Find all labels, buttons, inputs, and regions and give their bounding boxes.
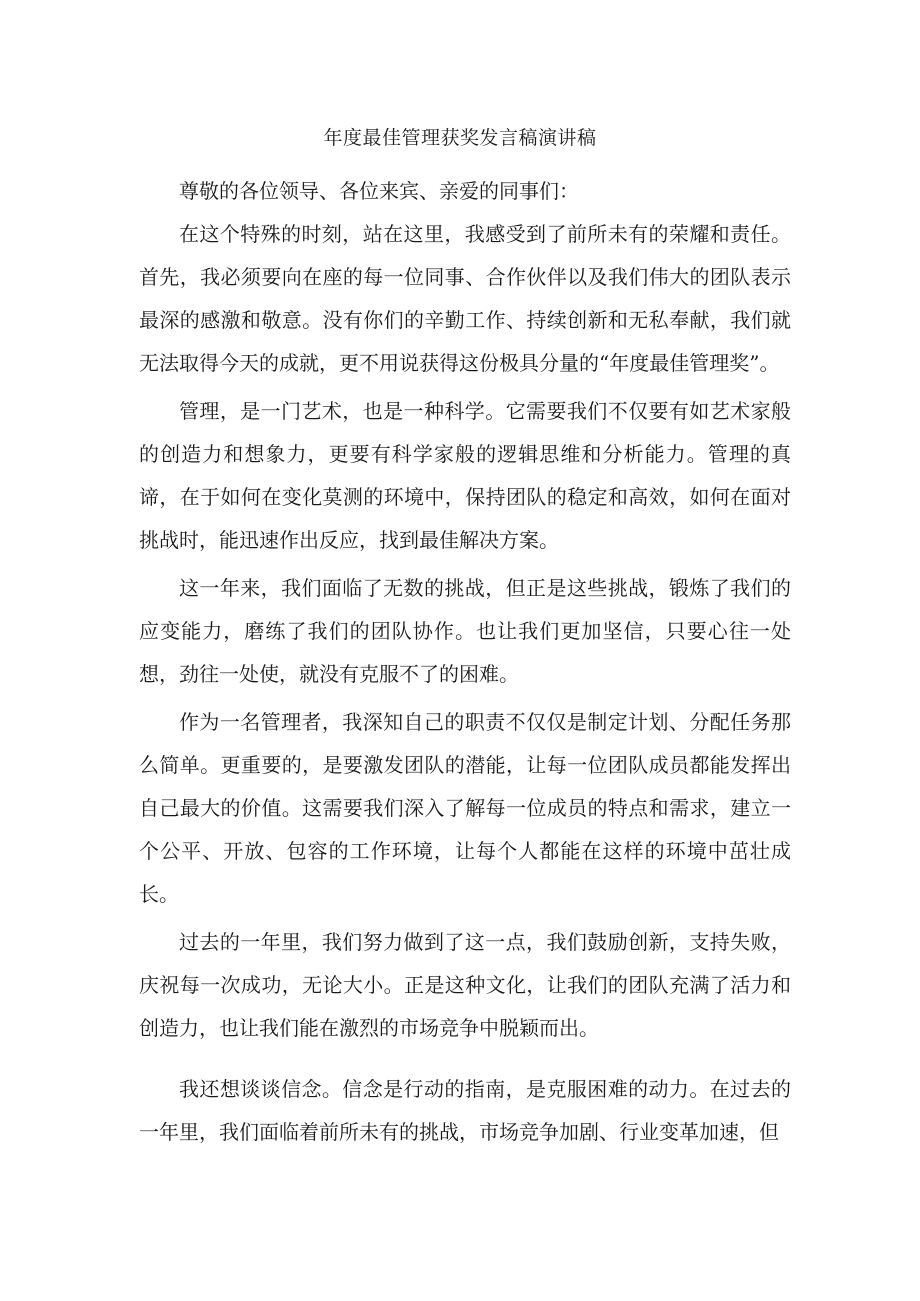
document-title: 年度最佳管理获奖发言稿演讲稿: [323, 127, 597, 149]
paragraph-belief: 我还想谈谈信念。信念是行动的指南，是克服困难的动力。在过去的一年里，我们面临着前所未有的挑战，市场竞争加剧、行业变革加速，但: [139, 1077, 791, 1144]
salutation: 尊敬的各位领导、各位来宾、亲爱的同事们：: [179, 179, 579, 203]
paragraph-gratitude: 在这个特殊的时刻，站在这里，我感受到了前所未有的荣耀和责任。首先，我必须要向在座的每一位同事、合作伙伴以及我们伟大的团队表示最深的感激和敬意。没有你们的辛勤工作、持续创新和无私奉献，我们就无法取得今天的成就，更不用说获得这份极具分量的“年度最佳管理奖”。: [139, 222, 791, 375]
document-body: [139, 170, 791, 1159]
paragraph-culture: 过去的一年里，我们努力做到了这一点，我们鼓励创新，支持失败，庆祝每一次成功，无论大小。正是这种文化，让我们的团队充满了活力和创造力，也让我们能在激烈的市场竞争中脱颖而出。: [139, 930, 791, 1040]
paragraph-manager-duty: 作为一名管理者，我深知自己的职责不仅仅是制定计划、分配任务那么简单。更重要的，是要激发团队的潜能，让每一位团队成员都能发挥出自己最大的价值。这需要我们深入了解每一位成员的特点和需求，建立一个公平、开放、包容的工作环境，让每个人都能在这样的环境中茁壮成长。: [139, 710, 791, 906]
paragraph-management-art: 管理，是一门艺术，也是一种科学。它需要我们不仅要有如艺术家般的创造力和想象力，更要有科学家般的逻辑思维和分析能力。管理的真谛，在于如何在变化莫测的环境中，保持团队的稳定和高效，如何在面对挑战时，能迅速作出反应，找到最佳解决方案。: [139, 399, 791, 552]
paragraph-challenges: 这一年来，我们面临了无数的挑战，但正是这些挑战，锻炼了我们的应变能力，磨练了我们的团队协作。也让我们更加坚信，只要心往一处想，劲往一处使，就没有克服不了的困难。: [139, 576, 791, 686]
